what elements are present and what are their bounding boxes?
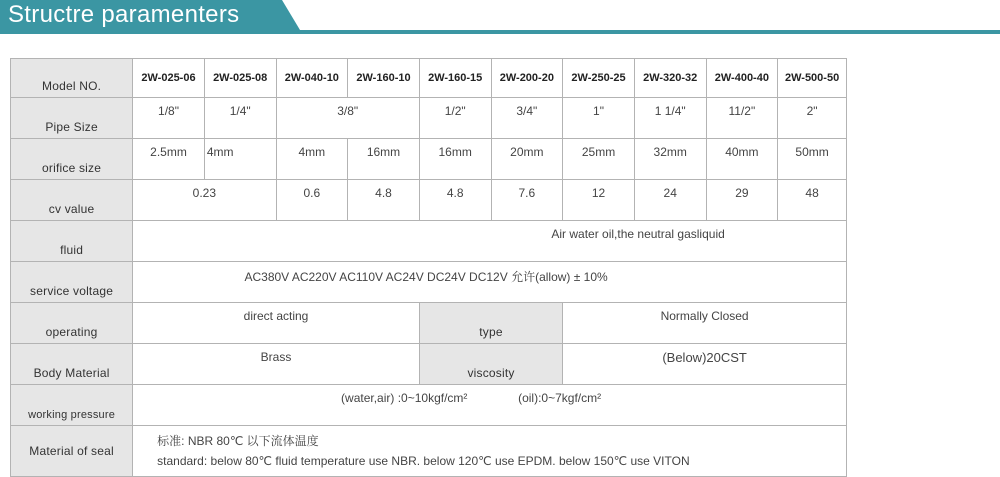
orifice-cell: 16mm bbox=[419, 139, 491, 180]
orifice-cell: 4mm bbox=[276, 139, 348, 180]
model-cell: 2W-160-10 bbox=[348, 59, 420, 98]
seal-value bbox=[133, 426, 847, 477]
label-model: Model NO. bbox=[11, 59, 133, 98]
header-underline bbox=[0, 30, 1000, 34]
spec-table bbox=[10, 58, 847, 477]
label-service-voltage: service voltage bbox=[11, 262, 133, 303]
cv-cell: 0.6 bbox=[276, 180, 348, 221]
cv-cell: 48 bbox=[778, 180, 847, 221]
cv-cell: 4.8 bbox=[419, 180, 491, 221]
seal-line-en: standard: below 80℃ fluid temperature use NBR. below 120℃ use EPDM. below 150℃ use VITON bbox=[157, 454, 690, 468]
cv-cell: 29 bbox=[706, 180, 778, 221]
seal-line-cn: 标准: NBR 80℃ 以下流体温度 bbox=[157, 434, 319, 448]
model-cell: 2W-025-06 bbox=[133, 59, 205, 98]
orifice-cell: 25mm bbox=[563, 139, 635, 180]
row-material-of-seal bbox=[11, 426, 847, 477]
orifice-cell: 40mm bbox=[706, 139, 778, 180]
pipe-size-cell: 1 1/4" bbox=[634, 98, 706, 139]
model-cell: 2W-400-40 bbox=[706, 59, 778, 98]
orifice-cell: 16mm bbox=[348, 139, 420, 180]
orifice-cell: 20mm bbox=[491, 139, 563, 180]
pipe-size-cell: 3/4" bbox=[491, 98, 563, 139]
label-body-material: Body Material bbox=[11, 344, 133, 385]
label-viscosity: viscosity bbox=[419, 344, 562, 385]
label-fluid: fluid bbox=[11, 221, 133, 262]
label-working-pressure: working pressure bbox=[11, 385, 133, 426]
pipe-size-cell: 1" bbox=[563, 98, 635, 139]
pressure-oil: (oil):0~7kgf/cm² bbox=[518, 391, 602, 405]
body-value: Brass bbox=[133, 344, 420, 385]
section-title: Structre paramenters bbox=[8, 1, 240, 28]
label-operating: operating bbox=[11, 303, 133, 344]
row-fluid bbox=[11, 221, 847, 262]
orifice-cell: 32mm bbox=[634, 139, 706, 180]
viscosity-value: (Below)20CST bbox=[563, 344, 847, 385]
type-value: Normally Closed bbox=[563, 303, 847, 344]
cv-cell: 7.6 bbox=[491, 180, 563, 221]
label-material-of-seal: Material of seal bbox=[11, 426, 133, 477]
cv-cell: 24 bbox=[634, 180, 706, 221]
fluid-value: Air water oil,the neutral gasliquid bbox=[133, 221, 847, 262]
pipe-size-cell: 1/8" bbox=[133, 98, 205, 139]
pipe-size-cell: 2" bbox=[778, 98, 847, 139]
pipe-size-cell: 1/4" bbox=[204, 98, 276, 139]
pipe-size-cell: 1/2" bbox=[419, 98, 491, 139]
row-working-pressure bbox=[11, 385, 847, 426]
orifice-cell: 50mm bbox=[778, 139, 847, 180]
row-pipe-size bbox=[11, 98, 847, 139]
label-pipe-size: Pipe Size bbox=[11, 98, 133, 139]
model-cell: 2W-500-50 bbox=[778, 59, 847, 98]
model-cell: 2W-200-20 bbox=[491, 59, 563, 98]
pipe-size-cell: 3/8" bbox=[276, 98, 419, 139]
cv-cell: 12 bbox=[563, 180, 635, 221]
operating-value: direct acting bbox=[133, 303, 420, 344]
row-cv-value bbox=[11, 180, 847, 221]
model-cell: 2W-025-08 bbox=[204, 59, 276, 98]
orifice-cell: 4mm bbox=[204, 139, 276, 180]
row-orifice-size bbox=[11, 139, 847, 180]
label-cv-value: cv value bbox=[11, 180, 133, 221]
orifice-cell: 2.5mm bbox=[133, 139, 205, 180]
label-orifice-size: orifice size bbox=[11, 139, 133, 180]
pressure-value bbox=[133, 385, 847, 426]
voltage-value: AC380V AC220V AC110V AC24V DC24V DC12V 允许(allow) ± 10% bbox=[133, 262, 847, 303]
model-cell: 2W-320-32 bbox=[634, 59, 706, 98]
section-header bbox=[0, 0, 1000, 34]
row-service-voltage bbox=[11, 262, 847, 303]
pipe-size-cell: 11/2" bbox=[706, 98, 778, 139]
model-cell: 2W-040-10 bbox=[276, 59, 348, 98]
label-type: type bbox=[419, 303, 562, 344]
cv-cell: 4.8 bbox=[348, 180, 420, 221]
cv-cell: 0.23 bbox=[133, 180, 276, 221]
model-cell: 2W-160-15 bbox=[419, 59, 491, 98]
row-operating bbox=[11, 303, 847, 344]
row-model bbox=[11, 59, 847, 98]
pressure-water-air: (water,air) :0~10kgf/cm² bbox=[341, 391, 468, 405]
model-cell: 2W-250-25 bbox=[563, 59, 635, 98]
row-body-material bbox=[11, 344, 847, 385]
